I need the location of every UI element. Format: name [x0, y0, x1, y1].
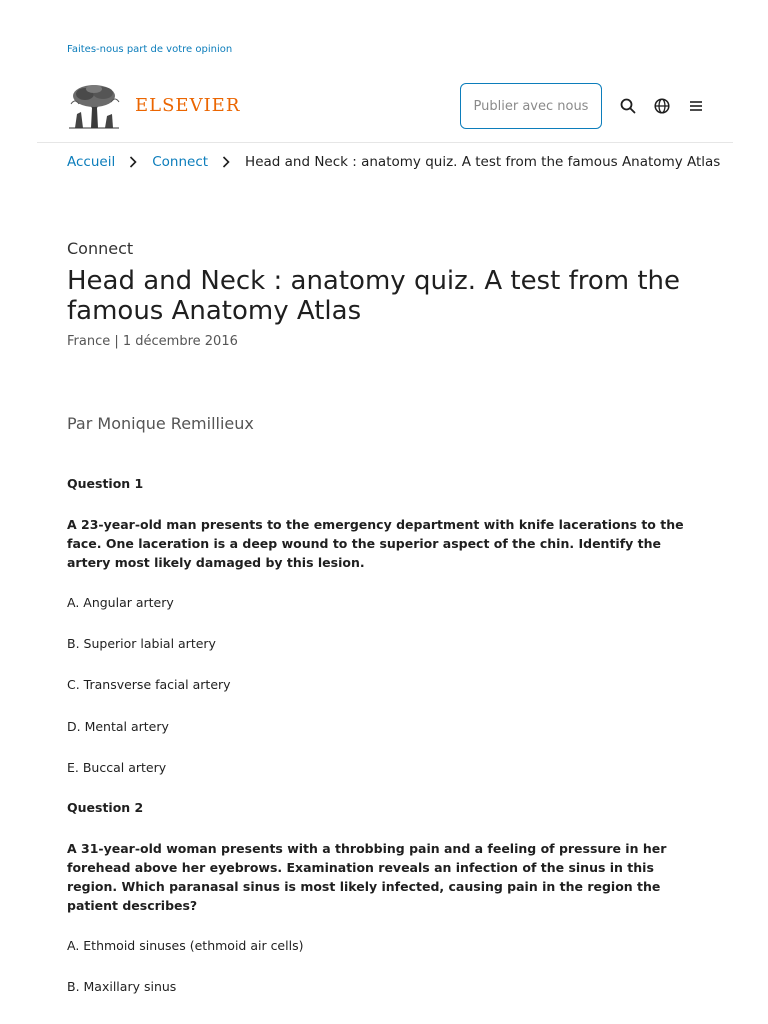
- page-title: Head and Neck : anatomy quiz. A test from the famous Anatomy Atlas: [67, 266, 681, 326]
- question-heading: Question 2: [67, 800, 144, 815]
- question-2: [67, 798, 707, 996]
- globe-icon[interactable]: [652, 96, 672, 116]
- chevron-right-icon: [222, 156, 232, 168]
- article-dateline: France | 1 décembre 2016: [67, 334, 238, 349]
- answer-option: A. Ethmoid sinuses (ethmoid air cells): [67, 938, 304, 953]
- breadcrumb-connect-link[interactable]: Connect: [152, 154, 209, 170]
- chevron-right-icon: [129, 156, 139, 168]
- breadcrumb-home-link[interactable]: Accueil: [67, 154, 116, 170]
- answer-option: C. Transverse facial artery: [67, 677, 231, 692]
- section-label: Connect: [67, 239, 134, 258]
- answer-option: B. Maxillary sinus: [67, 979, 177, 994]
- article: [67, 238, 707, 996]
- site-header: [37, 76, 733, 143]
- elsevier-tree-logo[interactable]: [67, 84, 121, 129]
- question-text: A 23-year-old man presents to the emergency department with knife lacerations to the face. One laceration is a deep wound to the superior aspect of the chin. Identify the artery most likely damaged by this lesion.: [67, 517, 684, 570]
- question-text: A 31-year-old woman presents with a throbbing pain and a feeling of pressure in her forehead above her eyebrows. Examination reveals an infection of the sinus in this region. Which paranasal sinus is most likely infected, causing pain in the region the patient describes?: [67, 841, 667, 913]
- article-author: Par Monique Remillieux: [67, 414, 254, 433]
- feedback-link[interactable]: Faites-nous part de votre opinion: [67, 44, 233, 55]
- elsevier-wordmark[interactable]: ELSEVIER: [135, 95, 241, 116]
- answer-option: E. Buccal artery: [67, 760, 167, 775]
- question-heading: Question 1: [67, 476, 144, 491]
- breadcrumb-current-page: Head and Neck : anatomy quiz. A test from the famous Anatomy Atlas: [245, 154, 721, 170]
- search-icon[interactable]: [618, 96, 638, 116]
- publish-with-us-button[interactable]: Publier avec nous: [460, 83, 602, 129]
- breadcrumb: [67, 152, 720, 172]
- answer-option: B. Superior labial artery: [67, 636, 216, 651]
- question-1: [67, 474, 707, 777]
- menu-icon[interactable]: [686, 96, 706, 116]
- answer-option: D. Mental artery: [67, 719, 169, 734]
- answer-option: A. Angular artery: [67, 595, 174, 610]
